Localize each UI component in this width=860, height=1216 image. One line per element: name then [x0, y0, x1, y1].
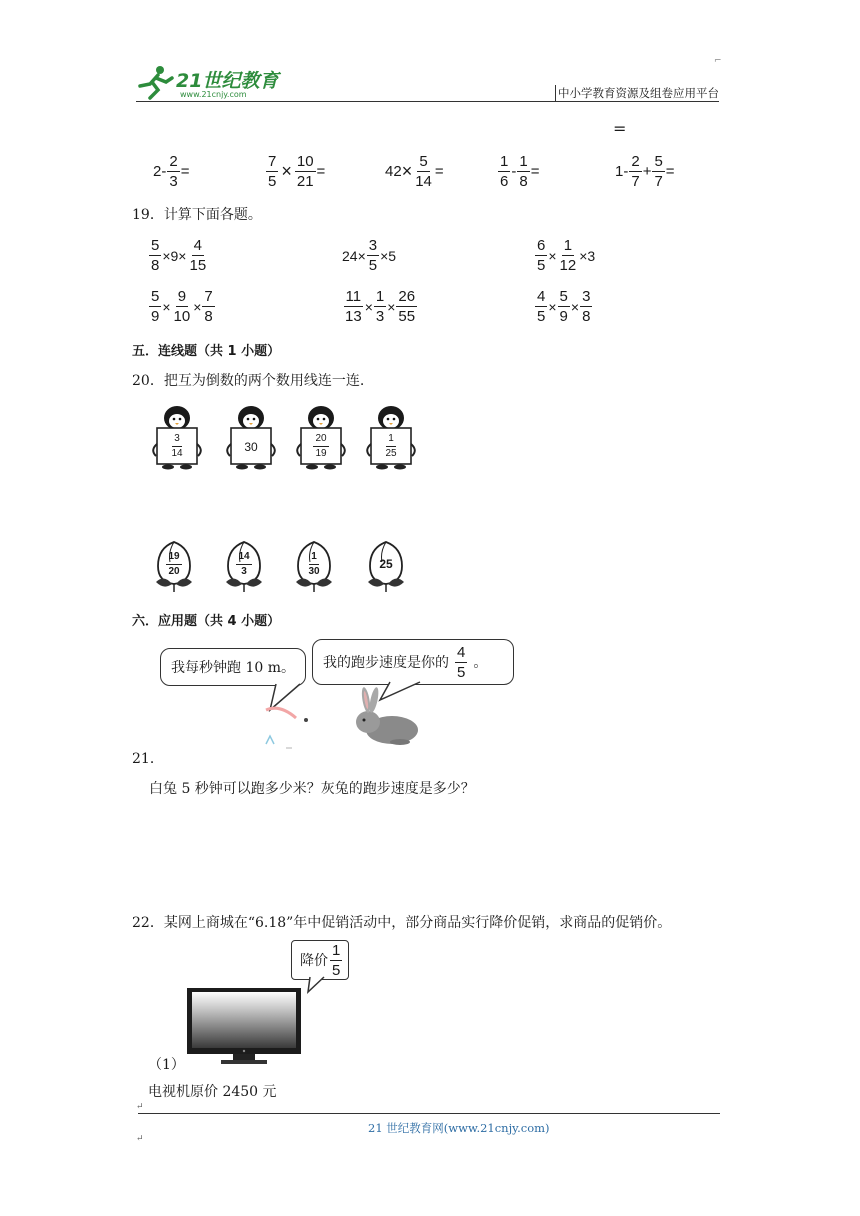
section6-heading: 六．应用题（共 4 小题） — [132, 614, 281, 629]
header-platform-text: 中小学教育资源及组卷应用平台 — [555, 85, 719, 101]
expr-row18-4: $\frac{1}{6}$ - $\frac{1}{8}$ = — [500, 153, 540, 190]
q19-expr-a1: $\frac{5}{8}$ ×9× $\frac{4}{15}$ — [151, 237, 207, 274]
penguin-card-value: $\frac{1}{25}$ — [385, 433, 397, 459]
peach-card[interactable] — [220, 538, 268, 594]
logo-subtext: www.21cnjy.com — [180, 90, 247, 99]
speech-bubble-white-rabbit: 我每秒钟跑 10 m。 — [160, 648, 306, 686]
q19-expr-b1: $\frac{5}{9}$ × $\frac{9}{10}$ × $\frac{7}{8}$ — [151, 288, 213, 325]
white-rabbit-icon — [256, 700, 320, 754]
peach-card-value: 25 — [379, 557, 393, 571]
penguin-card[interactable] — [152, 404, 202, 470]
peach-card-value: $\frac{14}{3}$ — [238, 550, 250, 577]
expr-row18-1: 2 - $\frac{2}{3}$ = — [153, 153, 190, 190]
q21-question: 白兔 5 秒钟可以跑多少米？灰兔的跑步速度是多少？ — [149, 781, 475, 797]
q19-expr-b2: $\frac{11}{13}$ × $\frac{1}{3}$ × $\frac{26}{55}$ — [345, 288, 416, 325]
q19-expr-b3: $\frac{4}{5}$ × $\frac{5}{9}$ × $\frac{3}{8}$ — [537, 288, 591, 325]
q19-expr-a2: 24× $\frac{3}{5}$ ×5 — [342, 237, 397, 274]
penguin-card-value: 30 — [244, 439, 258, 454]
peach-card[interactable] — [362, 538, 410, 594]
peach-card[interactable] — [150, 538, 198, 594]
expr-row18-2: $\frac{7}{5}$ × $\frac{10}{21}$ = — [268, 153, 326, 190]
footer-mark-bottom: ↵ — [136, 1134, 144, 1144]
logo-icon — [136, 64, 176, 100]
q19-expr-a3: $\frac{6}{5}$ × $\frac{1}{12}$ ×3 — [537, 237, 596, 274]
tv-icon — [187, 986, 301, 1068]
discount-bubble-tail — [300, 976, 340, 994]
q21-number: 21． — [132, 751, 164, 767]
penguin-card[interactable] — [296, 404, 346, 470]
expr-row18-5: 1 - $\frac{2}{7}$ + $\frac{5}{7}$ = — [615, 153, 675, 190]
q19-title: 19．计算下面各题。 — [132, 207, 262, 223]
header-corner-mark: ⌐ — [714, 56, 722, 66]
speech-bubble-gray-rabbit: 我的跑步速度是你的 $\frac{4}{5}$ 。 — [312, 639, 514, 685]
penguin-card[interactable] — [226, 404, 276, 470]
page-header — [136, 56, 722, 104]
footer-mark-left: ↵ — [136, 1102, 144, 1112]
footer-rule — [138, 1113, 720, 1114]
gray-rabbit-icon — [352, 686, 422, 748]
q22-title: 22．某网上商城在“6.18”年中促销活动中，部分商品实行降价促销，求商品的促销价。 — [132, 915, 672, 931]
q22-price-text: 电视机原价 2450 元 — [148, 1084, 277, 1100]
penguin-card[interactable] — [366, 404, 416, 470]
penguin-card-value: $\frac{20}{19}$ — [315, 433, 327, 459]
footer-text: 21 世纪教育网(www.21cnjy.com) — [368, 1121, 550, 1135]
logo-text: 21世纪教育 — [176, 70, 279, 92]
peach-card[interactable] — [290, 538, 338, 594]
q22-sub1-label: （1） — [148, 1057, 185, 1073]
q20-title: 20．把互为倒数的两个数用线连一连. — [132, 373, 365, 389]
top-equals: = — [613, 119, 627, 138]
header-rule — [136, 101, 719, 102]
penguin-card-value: $\frac{3}{14}$ — [171, 433, 183, 459]
section5-heading: 五．连线题（共 1 小题） — [132, 344, 281, 359]
expr-row18-3: 42 × $\frac{5}{14}$ = — [385, 153, 444, 190]
peach-card-value: $\frac{1}{30}$ — [308, 550, 320, 577]
peach-card-value: $\frac{19}{20}$ — [168, 550, 180, 577]
speech-bubble-discount: 降价 $\frac{1}{5}$ — [291, 940, 349, 980]
